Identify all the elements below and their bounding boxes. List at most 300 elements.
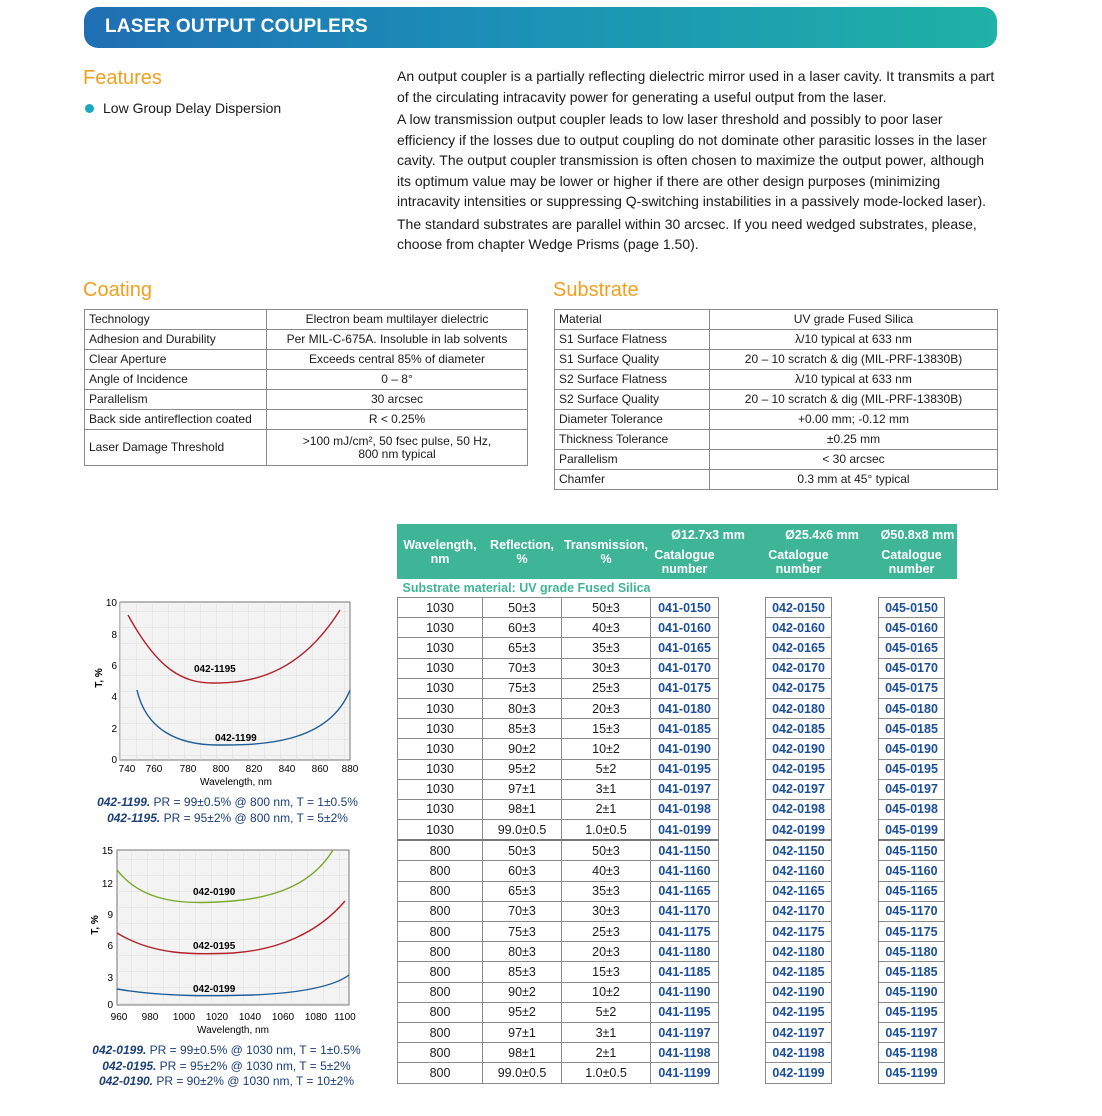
feature-label: Low Group Delay Dispersion (103, 100, 282, 116)
spacer-cell (832, 598, 879, 618)
catalogue-12-cell: 041-0185 (651, 719, 719, 739)
catalogue-25-cell: 042-1198 (766, 1043, 832, 1063)
caption-text: PR = 99±0.5% @ 1030 nm, T = 1±0.5% (146, 1043, 361, 1057)
reflection-cell: 60±3 (483, 618, 562, 638)
transmission-cell: 35±3 (562, 881, 651, 901)
catalogue-12-cell: 041-1199 (651, 1063, 719, 1083)
catalogue-50-cell: 045-1150 (879, 840, 945, 861)
catalogue-25-cell: 042-1197 (766, 1022, 832, 1042)
transmission-cell: 15±3 (562, 962, 651, 982)
spacer-cell (832, 719, 879, 739)
spacer-cell (945, 982, 957, 1002)
spacer-cell (832, 618, 879, 638)
spacer-cell (719, 799, 766, 819)
y-tick: 0 (107, 1000, 113, 1011)
caption-id: 042-1195. (107, 810, 161, 825)
caption-text: PR = 95±2% @ 800 nm, T = 5±2% (160, 810, 348, 825)
x-tick: 880 (341, 764, 359, 775)
spacer-cell (832, 678, 879, 698)
intro-text (397, 66, 997, 257)
reflection-cell: 85±3 (483, 962, 562, 982)
spec-value: UV grade Fused Silica (710, 310, 998, 330)
table-row (398, 901, 957, 921)
caption-line (84, 1059, 369, 1075)
catalogue-25-cell: 042-0195 (766, 759, 832, 779)
header-spacer (719, 545, 766, 579)
table-row (398, 719, 957, 739)
reflection-cell: 95±2 (483, 759, 562, 779)
wavelength-cell: 800 (398, 1002, 483, 1022)
transmission-cell: 2±1 (562, 1043, 651, 1063)
table-row (398, 759, 957, 779)
x-tick: 800 (212, 764, 230, 775)
spacer-cell (832, 739, 879, 759)
header-wavelength: Wavelength, nm (398, 525, 483, 579)
header-catalogue: Catalogue number (651, 545, 719, 579)
x-tick: 1100 (334, 1012, 356, 1023)
header-spacer (945, 545, 957, 579)
table-row (555, 370, 998, 390)
catalogue-25-cell: 042-1180 (766, 942, 832, 962)
spacer-cell (719, 922, 766, 942)
spacer-cell (719, 759, 766, 779)
spacer-cell (719, 1063, 766, 1083)
spacer-cell (719, 739, 766, 759)
spec-value: 30 arcsec (267, 390, 528, 410)
transmission-cell: 10±2 (562, 739, 651, 759)
wavelength-cell: 1030 (398, 618, 483, 638)
catalogue-50-cell: 045-0185 (879, 719, 945, 739)
spacer-cell (945, 840, 957, 861)
spacer-cell (719, 1022, 766, 1042)
table-row (398, 698, 957, 718)
catalogue-50-cell: 045-0199 (879, 820, 945, 841)
catalogue-50-cell: 045-1165 (879, 881, 945, 901)
spec-name: Parallelism (555, 450, 710, 470)
spacer-cell (945, 799, 957, 819)
spec-name: Laser Damage Threshold (85, 430, 267, 466)
x-tick: 860 (311, 764, 329, 775)
table-row (85, 370, 528, 390)
wavelength-cell: 1030 (398, 799, 483, 819)
x-tick: 820 (245, 764, 263, 775)
spec-name: Clear Aperture (85, 350, 267, 370)
catalogue-12-cell: 041-0190 (651, 739, 719, 759)
catalogue-12-cell: 041-1165 (651, 881, 719, 901)
catalogue-table (397, 524, 957, 1084)
spacer-cell (945, 1002, 957, 1022)
catalogue-12-cell: 041-0195 (651, 759, 719, 779)
catalogue-25-cell: 042-0175 (766, 678, 832, 698)
y-tick: 6 (111, 661, 117, 672)
catalogue-50-cell: 045-0170 (879, 658, 945, 678)
x-axis-label: Wavelength, nm (200, 777, 272, 788)
reflection-cell: 65±3 (483, 638, 562, 658)
x-axis-label: Wavelength, nm (197, 1025, 269, 1036)
table-row (85, 390, 528, 410)
reflection-cell: 90±2 (483, 739, 562, 759)
table-row (398, 881, 957, 901)
graph2-caption (84, 1043, 369, 1090)
spacer-cell (719, 638, 766, 658)
table-row (398, 779, 957, 799)
table-row (398, 739, 957, 759)
reflection-cell: 80±3 (483, 942, 562, 962)
catalogue-12-cell: 041-0165 (651, 638, 719, 658)
catalogue-12-cell: 041-1180 (651, 942, 719, 962)
spacer-cell (832, 638, 879, 658)
catalogue-12-cell: 041-1198 (651, 1043, 719, 1063)
catalogue-50-cell: 045-1185 (879, 962, 945, 982)
reflection-cell: 70±3 (483, 901, 562, 921)
spec-value: < 30 arcsec (710, 450, 998, 470)
table-row (555, 310, 998, 330)
catalogue-25-cell: 042-1185 (766, 962, 832, 982)
catalogue-50-cell: 045-0160 (879, 618, 945, 638)
reflection-cell: 95±2 (483, 1002, 562, 1022)
header-catalogue: Catalogue number (879, 545, 945, 579)
transmission-cell: 50±3 (562, 840, 651, 861)
spec-value (267, 430, 528, 466)
curve-label: 042-1195 (194, 664, 236, 675)
table-row (398, 1022, 957, 1042)
catalogue-25-cell: 042-0170 (766, 658, 832, 678)
header-spacer (832, 545, 879, 579)
caption-line (90, 811, 365, 827)
wavelength-cell: 1030 (398, 820, 483, 841)
y-tick: 4 (111, 692, 117, 703)
catalogue-12-cell: 041-1185 (651, 962, 719, 982)
catalogue-25-cell: 042-0190 (766, 739, 832, 759)
spec-name: Thickness Tolerance (555, 430, 710, 450)
catalogue-12-cell: 041-1195 (651, 1002, 719, 1022)
spec-name: Diameter Tolerance (555, 410, 710, 430)
catalogue-25-cell: 042-0160 (766, 618, 832, 638)
wavelength-cell: 1030 (398, 759, 483, 779)
spacer-cell (945, 598, 957, 618)
y-axis-label: T, % (90, 915, 101, 935)
spacer-cell (719, 779, 766, 799)
feature-item (85, 100, 281, 116)
bullet-icon (85, 104, 94, 113)
spacer-cell (945, 719, 957, 739)
spacer-cell (719, 678, 766, 698)
x-tick: 740 (118, 764, 136, 775)
reflection-cell: 90±2 (483, 982, 562, 1002)
catalogue-50-cell: 045-1197 (879, 1022, 945, 1042)
page-title: LASER OUTPUT COUPLERS (105, 16, 368, 37)
catalogue-12-cell: 041-0180 (651, 698, 719, 718)
spacer-cell (945, 658, 957, 678)
title-banner (84, 7, 997, 48)
catalogue-12-cell: 041-0199 (651, 820, 719, 841)
table-row (398, 962, 957, 982)
caption-id: 042-0199. (92, 1043, 147, 1057)
wavelength-cell: 800 (398, 922, 483, 942)
table-row (555, 410, 998, 430)
catalogue-12-cell: 041-1160 (651, 861, 719, 881)
table-row (85, 410, 528, 430)
spacer-cell (945, 1022, 957, 1042)
catalogue-12-cell: 041-0170 (651, 658, 719, 678)
spacer-cell (832, 799, 879, 819)
spec-value: 0.3 mm at 45° typical (710, 470, 998, 490)
spacer-cell (832, 962, 879, 982)
catalogue-25-cell: 042-0197 (766, 779, 832, 799)
reflection-cell: 50±3 (483, 840, 562, 861)
spacer-cell (945, 942, 957, 962)
reflection-cell: 97±1 (483, 779, 562, 799)
substrate-table (554, 309, 998, 490)
catalogue-12-cell: 041-0198 (651, 799, 719, 819)
spacer-cell (719, 982, 766, 1002)
table-row (85, 310, 528, 330)
transmission-cell: 3±1 (562, 779, 651, 799)
spacer-cell (719, 840, 766, 861)
transmission-cell: 15±3 (562, 719, 651, 739)
caption-id: 042-1199. (97, 795, 151, 809)
catalogue-25-cell: 042-1199 (766, 1063, 832, 1083)
curve-label: 042-0190 (193, 887, 236, 898)
catalogue-25-cell: 042-0199 (766, 820, 832, 841)
catalogue-body (398, 579, 957, 1084)
spacer-cell (719, 962, 766, 982)
table-row (555, 450, 998, 470)
spacer-cell (832, 698, 879, 718)
curve-label: 042-1199 (215, 733, 257, 744)
y-axis-label: T, % (94, 668, 105, 688)
reflection-cell: 70±3 (483, 658, 562, 678)
header-size-12: Ø12.7x3 mm (651, 525, 766, 545)
caption-line (84, 1043, 369, 1059)
caption-line (90, 795, 365, 811)
wavelength-cell: 800 (398, 942, 483, 962)
catalogue-25-cell: 042-1160 (766, 861, 832, 881)
table-row (85, 430, 528, 466)
y-tick: 9 (107, 910, 113, 921)
transmission-cell: 40±3 (562, 861, 651, 881)
spacer-cell (945, 1063, 957, 1083)
spacer-cell (945, 739, 957, 759)
spacer-cell (945, 861, 957, 881)
catalogue-25-cell: 042-0180 (766, 698, 832, 718)
spec-value: R < 0.25% (267, 410, 528, 430)
spacer-cell (719, 881, 766, 901)
catalogue-12-cell: 041-1197 (651, 1022, 719, 1042)
header-size-25: Ø25.4x6 mm (766, 525, 879, 545)
wavelength-cell: 1030 (398, 698, 483, 718)
header-reflection: Reflection, % (483, 525, 562, 579)
catalogue-50-cell: 045-0150 (879, 598, 945, 618)
spacer-cell (719, 598, 766, 618)
catalogue-12-cell: 041-1150 (651, 840, 719, 861)
wavelength-cell: 800 (398, 881, 483, 901)
wavelength-cell: 1030 (398, 658, 483, 678)
spacer-cell (832, 759, 879, 779)
transmission-cell: 35±3 (562, 638, 651, 658)
features-heading: Features (83, 67, 162, 89)
table-row (398, 1063, 957, 1083)
table-row (398, 799, 957, 819)
spacer-cell (719, 1043, 766, 1063)
catalogue-25-cell: 042-0165 (766, 638, 832, 658)
table-row (398, 678, 957, 698)
spacer-cell (832, 1022, 879, 1042)
caption-text: PR = 90±2% @ 1030 nm, T = 10±2% (153, 1074, 355, 1088)
transmission-cell: 30±3 (562, 658, 651, 678)
transmission-cell: 10±2 (562, 982, 651, 1002)
catalogue-25-cell: 042-1150 (766, 840, 832, 861)
caption-id: 042-0195. (102, 1058, 157, 1073)
spacer-cell (945, 698, 957, 718)
catalogue-50-cell: 045-1175 (879, 922, 945, 942)
spacer-cell (945, 759, 957, 779)
catalogue-50-cell: 045-1170 (879, 901, 945, 921)
x-tick: 840 (278, 764, 296, 775)
wavelength-cell: 1030 (398, 739, 483, 759)
wavelength-cell: 800 (398, 982, 483, 1002)
x-tick: 760 (145, 764, 163, 775)
spec-name: S1 Surface Quality (555, 350, 710, 370)
table-row (555, 390, 998, 410)
spacer-cell (832, 1043, 879, 1063)
spacer-cell (945, 901, 957, 921)
wavelength-cell: 1030 (398, 678, 483, 698)
catalogue-25-cell: 042-1170 (766, 901, 832, 921)
spacer-cell (832, 901, 879, 921)
transmission-cell: 2±1 (562, 799, 651, 819)
wavelength-cell: 800 (398, 1022, 483, 1042)
spec-value: +0.00 mm; -0.12 mm (710, 410, 998, 430)
spacer-cell (719, 942, 766, 962)
spec-name: Material (555, 310, 710, 330)
catalogue-50-cell: 045-1199 (879, 1063, 945, 1083)
x-tick: 780 (179, 764, 197, 775)
x-tick: 1040 (238, 1012, 262, 1023)
spacer-cell (832, 1063, 879, 1083)
caption-text: PR = 99±0.5% @ 800 nm, T = 1±0.5% (150, 795, 358, 809)
table-row (398, 598, 957, 618)
transmission-cell: 50±3 (562, 598, 651, 618)
catalogue-12-cell: 041-1190 (651, 982, 719, 1002)
catalogue-50-cell: 045-1198 (879, 1043, 945, 1063)
spacer-cell (832, 881, 879, 901)
transmission-cell: 1.0±0.5 (562, 1063, 651, 1083)
catalogue-50-cell: 045-0195 (879, 759, 945, 779)
catalogue-25-cell: 042-1175 (766, 922, 832, 942)
graph1-caption (90, 795, 365, 826)
catalogue-25-cell: 042-0198 (766, 799, 832, 819)
intro-paragraph: A low transmission output coupler leads to low laser threshold and possibly to poor laser efficiency if the losses due to output coupling do not dominate other parasitic losses in the laser cavity. The output coupler transmission is often chosen to maximize the output power, although its optimum value may be lower or higher if there are other design purposes (minimizing intracavity intensities or suppressing Q-switching instabilities in a passively mode-locked laser). (397, 111, 987, 209)
spec-name: Back side antireflection coated (85, 410, 267, 430)
spacer-cell (719, 1002, 766, 1022)
table-row (398, 982, 957, 1002)
spacer-cell (945, 1043, 957, 1063)
spacer-cell (945, 779, 957, 799)
catalogue-25-cell: 042-1165 (766, 881, 832, 901)
spacer-cell (832, 1002, 879, 1022)
reflection-cell: 75±3 (483, 922, 562, 942)
catalogue-12-cell: 041-0150 (651, 598, 719, 618)
y-tick: 2 (111, 724, 117, 735)
header-transmission: Transmission, % (562, 525, 651, 579)
spec-value-line: 800 nm typical (358, 446, 436, 461)
header-size-50: Ø50.8x8 mm (879, 525, 957, 545)
table-row (398, 1043, 957, 1063)
x-tick: 1000 (172, 1012, 196, 1023)
table-row (555, 330, 998, 350)
spacer-cell (945, 618, 957, 638)
spec-value: 20 – 10 scratch & dig (MIL-PRF-13830B) (710, 390, 998, 410)
catalogue-25-cell: 042-1190 (766, 982, 832, 1002)
transmission-cell: 5±2 (562, 1002, 651, 1022)
catalogue-25-cell: 042-0150 (766, 598, 832, 618)
x-tick: 1060 (271, 1012, 295, 1023)
transmission-cell: 25±3 (562, 678, 651, 698)
wavelength-cell: 800 (398, 901, 483, 921)
catalogue-50-cell: 045-0175 (879, 678, 945, 698)
spec-name: S2 Surface Quality (555, 390, 710, 410)
spec-name: Technology (85, 310, 267, 330)
graph-800nm (88, 595, 368, 790)
catalogue-50-cell: 045-0180 (879, 698, 945, 718)
spacer-cell (719, 618, 766, 638)
reflection-cell: 85±3 (483, 719, 562, 739)
spacer-cell (832, 658, 879, 678)
spec-name: Chamfer (555, 470, 710, 490)
reflection-cell: 65±3 (483, 881, 562, 901)
wavelength-cell: 1030 (398, 779, 483, 799)
reflection-cell: 50±3 (483, 598, 562, 618)
catalogue-50-cell: 045-0190 (879, 739, 945, 759)
coating-heading: Coating (83, 279, 152, 301)
y-tick: 0 (111, 755, 117, 766)
wavelength-cell: 1030 (398, 719, 483, 739)
wavelength-cell: 800 (398, 962, 483, 982)
catalogue-25-cell: 042-1195 (766, 1002, 832, 1022)
transmission-cell: 25±3 (562, 922, 651, 942)
table-row (398, 861, 957, 881)
catalogue-50-cell: 045-1190 (879, 982, 945, 1002)
wavelength-cell: 800 (398, 1063, 483, 1083)
y-tick: 3 (107, 973, 113, 984)
table-row (398, 820, 957, 841)
substrate-heading: Substrate (553, 279, 639, 301)
y-tick: 15 (101, 846, 113, 857)
catalogue-50-cell: 045-0198 (879, 799, 945, 819)
wavelength-cell: 1030 (398, 598, 483, 618)
table-row (398, 840, 957, 861)
spacer-cell (719, 820, 766, 841)
intro-paragraph: The standard substrates are parallel within 30 arcsec. If you need wedged substrates, please, choose from chapter Wedge Prisms (page 1.50). (397, 215, 977, 252)
table-row (85, 330, 528, 350)
table-row (398, 658, 957, 678)
spec-name: S2 Surface Flatness (555, 370, 710, 390)
table-row (555, 350, 998, 370)
reflection-cell: 98±1 (483, 799, 562, 819)
reflection-cell: 99.0±0.5 (483, 1063, 562, 1083)
spec-name: Parallelism (85, 390, 267, 410)
catalogue-12-cell: 041-1170 (651, 901, 719, 921)
curve-label: 042-0195 (193, 941, 236, 952)
spec-value: λ/10 typical at 633 nm (710, 370, 998, 390)
spacer-cell (832, 982, 879, 1002)
table-row (398, 618, 957, 638)
table-row (555, 470, 998, 490)
spec-name: Angle of Incidence (85, 370, 267, 390)
reflection-cell: 80±3 (483, 698, 562, 718)
x-tick: 1080 (304, 1012, 328, 1023)
